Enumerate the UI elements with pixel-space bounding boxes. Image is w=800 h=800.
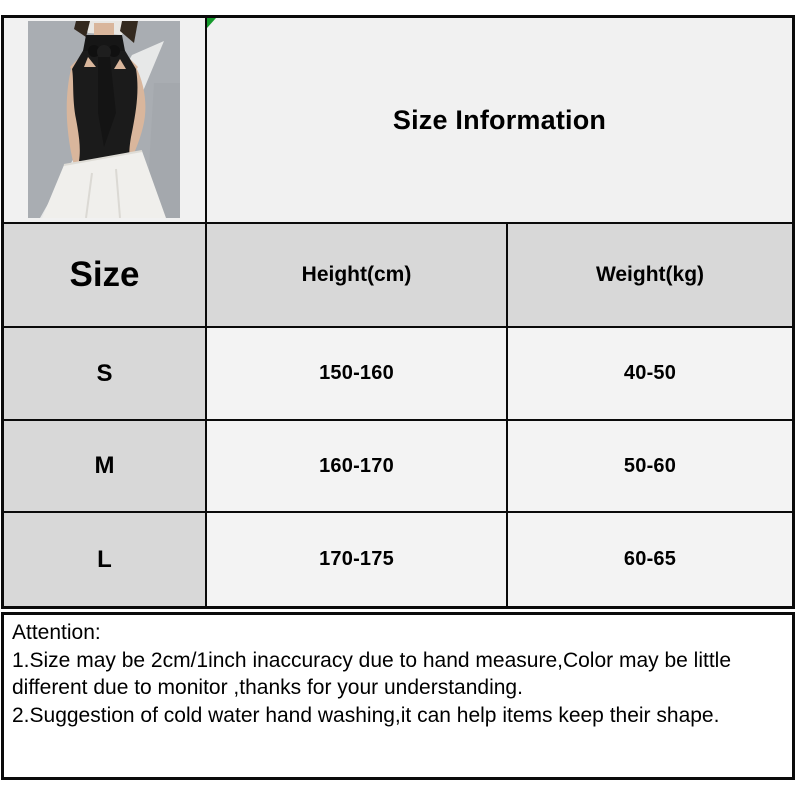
- row-m-height-value: 160-170: [207, 421, 506, 511]
- row-s-weight-value: 40-50: [508, 328, 792, 419]
- row-l-height-value: 170-175: [207, 513, 506, 606]
- column-header-weight: Weight(kg): [508, 224, 792, 326]
- title-cell: [207, 18, 792, 222]
- product-photo-cell: [4, 18, 205, 222]
- attention-line-1: 1.Size may be 2cm/1inch inaccuracy due to hand measure,Color may be little: [12, 648, 732, 672]
- column-header-height: Height(cm): [207, 224, 506, 326]
- size-table: [1, 15, 795, 609]
- green-corner-marker-icon: [207, 18, 216, 28]
- row-l-size-label: L: [4, 513, 205, 606]
- row-l-weight-value: 60-65: [508, 513, 792, 606]
- attention-line-2: different due to monitor ,thanks for your understanding.: [12, 676, 523, 699]
- row-s-size-label: S: [4, 328, 205, 419]
- row-m-weight-value: 50-60: [508, 421, 792, 511]
- row-m-size-label: M: [4, 421, 205, 511]
- row-s-height-value: 150-160: [207, 328, 506, 419]
- column-header-size: Size: [4, 224, 205, 326]
- attention-heading: Attention:: [12, 621, 101, 644]
- model-photo: [28, 21, 180, 218]
- attention-line-3: 2.Suggestion of cold water hand washing,it can help items keep their shape.: [12, 703, 720, 727]
- attention-note-box: [1, 612, 795, 780]
- page-title: Size Information: [392, 104, 607, 135]
